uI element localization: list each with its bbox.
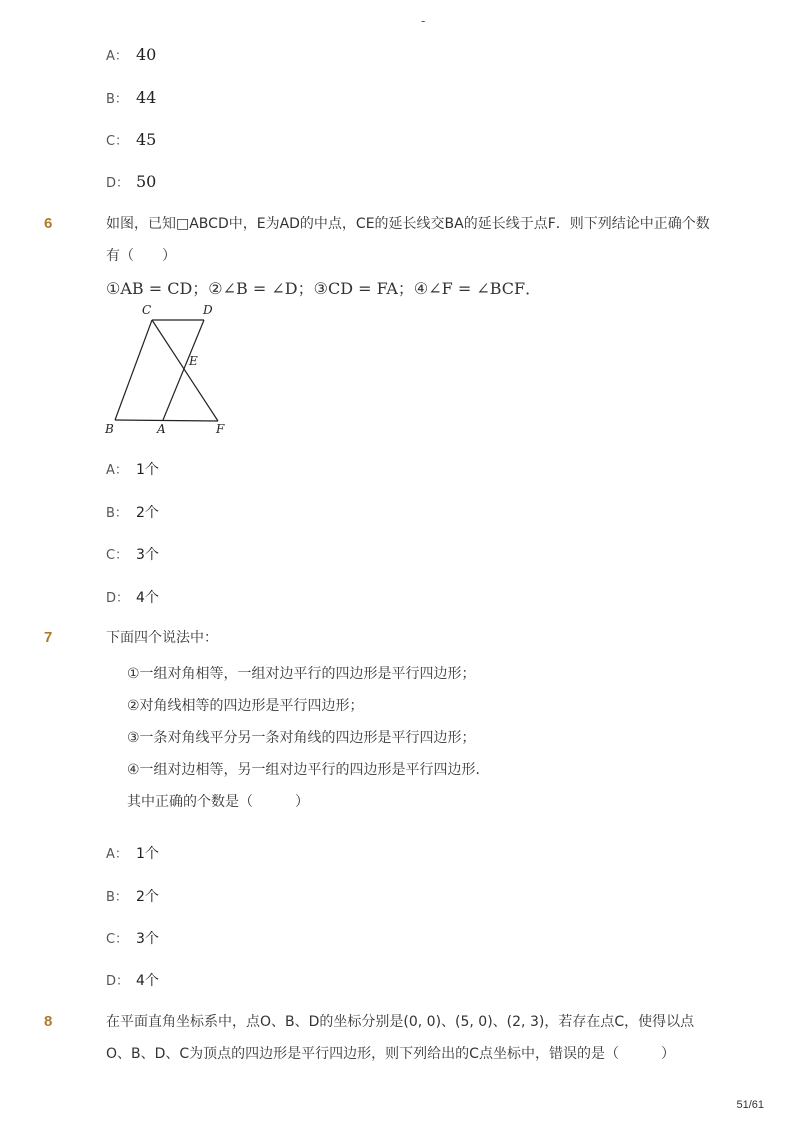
label-a: A: [157, 422, 166, 436]
q7-question: 其中正确的个数是（ ）: [127, 794, 309, 810]
option-label: B：: [106, 92, 128, 107]
option-label: D：: [106, 591, 130, 606]
segment-cb: [115, 320, 152, 420]
option-label: A：: [106, 463, 128, 478]
q5-option-b[interactable]: [106, 88, 156, 107]
question-number-6: 6: [44, 215, 53, 232]
option-value: 1个: [136, 846, 159, 862]
option-label: B：: [106, 890, 128, 905]
q7-option-d[interactable]: [106, 970, 159, 990]
option-value: 40: [136, 45, 157, 64]
q7-item-2: ②对角线相等的四边形是平行四边形；: [127, 698, 364, 714]
header-dash: -: [421, 14, 426, 28]
option-value: 4个: [136, 973, 159, 989]
page-number: 51/61: [736, 1099, 764, 1111]
option-value: 2个: [136, 505, 159, 521]
option-value: 2个: [136, 889, 159, 905]
q7-intro: 下面四个说法中：: [106, 630, 218, 646]
label-f: F: [216, 422, 225, 436]
q8-text-line2: O、B、D、C为顶点的四边形是平行四边形，则下列给出的C点坐标中，错误的是（ ）: [106, 1046, 675, 1062]
q8-text-line1: 在平面直角坐标系中，点O、B、D的坐标分别是(0, 0)、(5, 0)、(2, 3)，若存在点C，使得以点: [106, 1014, 695, 1030]
q5-option-c[interactable]: [106, 130, 156, 149]
option-label: A：: [106, 847, 128, 862]
option-value: 44: [136, 88, 157, 107]
q7-item-4: ④一组对边相等，另一组对边平行的四边形是平行四边形．: [127, 762, 490, 778]
q5-option-d[interactable]: [106, 172, 156, 191]
option-label: C：: [106, 134, 129, 149]
q6-text-line1: 如图，已知□ABCD中，E为AD的中点，CE的延长线交BA的延长线于点F．则下列结论中正确个数: [106, 216, 710, 232]
segment-bf: [115, 420, 218, 421]
label-e: E: [189, 354, 198, 368]
option-value: 50: [136, 172, 157, 191]
option-label: D：: [106, 176, 130, 191]
label-b: B: [105, 422, 114, 436]
option-value: 4个: [136, 590, 159, 606]
q6-option-b[interactable]: [106, 502, 159, 522]
question-number-8: 8: [44, 1013, 53, 1030]
question-number-7: 7: [44, 629, 53, 646]
segment-da: [163, 320, 204, 420]
q6-option-c[interactable]: [106, 544, 159, 564]
option-label: D：: [106, 974, 130, 989]
option-label: A：: [106, 49, 128, 64]
q7-item-3: ③一条对角线平分另一条对角线的四边形是平行四边形；: [127, 730, 476, 746]
q6-option-d[interactable]: [106, 587, 159, 607]
option-value: 3个: [136, 931, 159, 947]
option-value: 3个: [136, 547, 159, 563]
option-label: B：: [106, 506, 128, 521]
q7-item-1: ①一组对角相等，一组对边平行的四边形是平行四边形；: [127, 666, 476, 682]
option-value: 45: [136, 130, 157, 149]
q5-option-a[interactable]: [106, 45, 156, 64]
q7-option-c[interactable]: [106, 928, 159, 948]
option-label: C：: [106, 548, 129, 563]
q7-option-a[interactable]: [106, 843, 159, 863]
option-label: C：: [106, 932, 129, 947]
label-c: C: [142, 303, 152, 317]
label-d: D: [203, 303, 213, 317]
q6-statements: ①AB = CD；②∠B = ∠D；③CD = FA；④∠F = ∠BCF．: [106, 279, 542, 298]
q7-option-b[interactable]: [106, 886, 159, 906]
q6-option-a[interactable]: [106, 459, 159, 479]
segment-cf: [152, 320, 218, 421]
q6-parallelogram-figure: [100, 300, 240, 440]
q6-text-line2: 有（ ）: [106, 248, 176, 264]
option-value: 1个: [136, 462, 159, 478]
